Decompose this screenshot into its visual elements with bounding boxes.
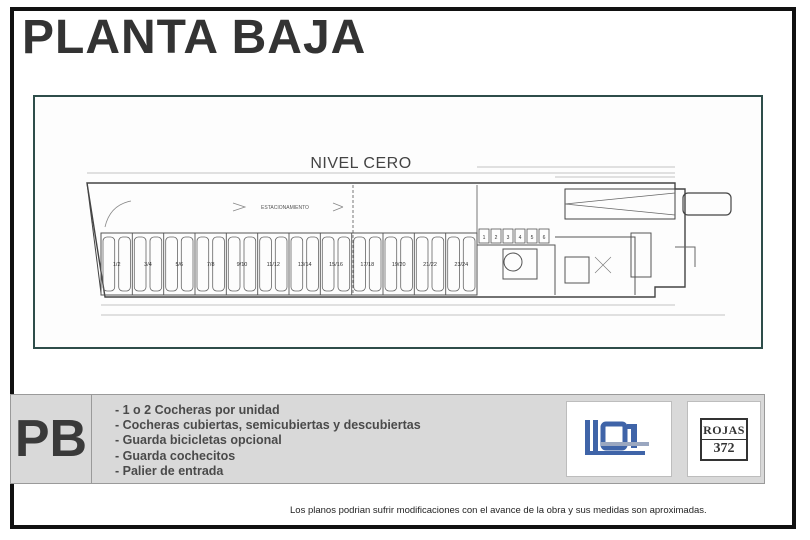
stall-label: 19/20 bbox=[391, 262, 406, 268]
stall-label: 11/12 bbox=[266, 262, 280, 268]
level-code-cell bbox=[11, 395, 92, 483]
stall-label: 7/8 bbox=[206, 262, 215, 268]
disclaimer-text: Los planos podrian sufrir modificaciones con el avance de la obra y sus medidas son aproximadas. bbox=[290, 505, 707, 516]
parking-label: ESTACIONAMIENTO bbox=[261, 205, 309, 211]
stall-label: 1/2 bbox=[112, 262, 121, 268]
rojas-badge bbox=[700, 418, 748, 461]
feature-item: - Guarda bicicletas opcional bbox=[115, 433, 282, 448]
stall-label: 17/18 bbox=[360, 262, 375, 268]
feature-item: - Cocheras cubiertas, semicubiertas y descubiertas bbox=[115, 418, 421, 433]
stall-label: 21/22 bbox=[423, 262, 437, 268]
level-code: PB bbox=[14, 410, 88, 468]
bike-number: 2 bbox=[494, 235, 498, 241]
stall-label: 13/14 bbox=[297, 262, 312, 268]
parking-stalls bbox=[101, 233, 475, 295]
bike-number: 1 bbox=[482, 235, 486, 241]
stall-label: 3/4 bbox=[144, 262, 152, 268]
floor-plan-drawing bbox=[35, 97, 761, 347]
ll01-logo-icon bbox=[567, 402, 671, 476]
bike-number: 6 bbox=[542, 235, 546, 241]
plan-heading: NIVEL CERO bbox=[310, 155, 412, 172]
stall-label: 5/6 bbox=[175, 262, 184, 268]
building-number: 372 bbox=[702, 439, 746, 457]
building-name: ROJAS bbox=[703, 422, 745, 437]
bike-number: 4 bbox=[518, 235, 522, 241]
bike-number: 5 bbox=[530, 235, 534, 241]
feature-item: - Guarda cochecitos bbox=[115, 448, 236, 463]
developer-logo bbox=[566, 401, 672, 477]
building-logo bbox=[687, 401, 761, 477]
stall-label: 23/24 bbox=[454, 262, 469, 268]
floor-plan-panel bbox=[33, 95, 763, 349]
stall-label: 15/16 bbox=[329, 262, 343, 268]
page-title: PLANTA BAJA bbox=[22, 11, 367, 64]
feature-item: - Palier de entrada bbox=[115, 463, 224, 478]
stall-label: 9/10 bbox=[236, 262, 248, 268]
info-bar bbox=[10, 394, 765, 484]
features-list bbox=[115, 403, 421, 479]
feature-item: - 1 o 2 Cocheras por unidad bbox=[115, 403, 280, 417]
bike-number: 3 bbox=[506, 235, 510, 241]
